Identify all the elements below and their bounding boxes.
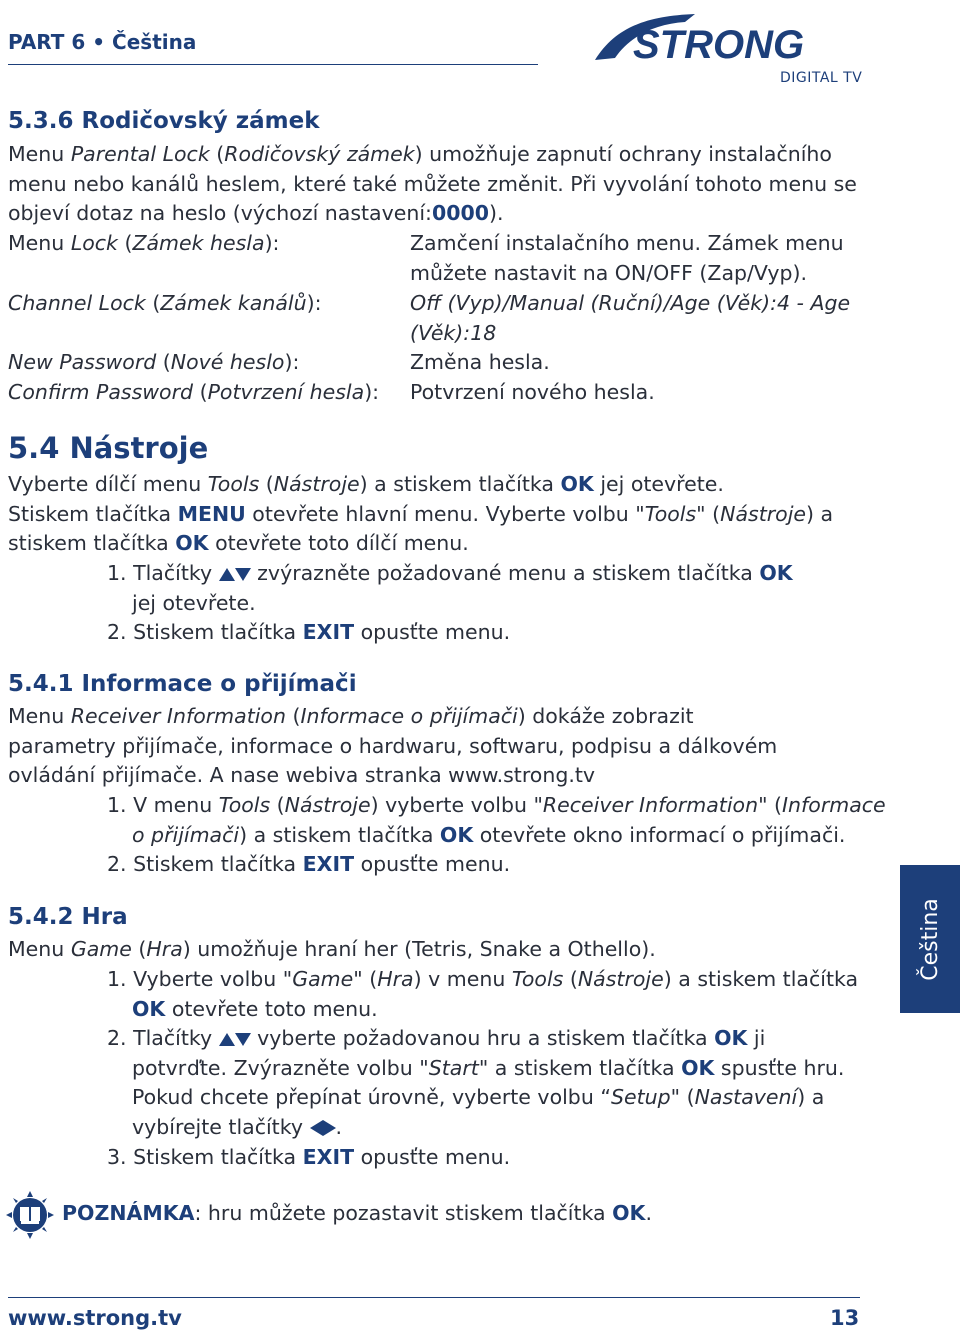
language-label: Čeština <box>112 30 197 54</box>
s541-steps: 1. V menu Tools (Nástroje) vyberte volbu "Receiver Information" (Informace o přijímači) a stiskem tlačítka OK otevřete okno informací o přijímači. 2. Stiskem tlačítka EXIT opusťte menu. <box>107 793 886 877</box>
arrow-down-icon <box>235 1033 251 1046</box>
part-label: PART 6 <box>8 30 86 54</box>
new-password-label: New Password (Nové heslo): <box>8 350 300 374</box>
s542-intro: Menu Game (Hra) umožňuje hraní her (Tetris, Snake a Othello). <box>8 937 656 961</box>
new-password-desc: Změna hesla. <box>410 350 550 374</box>
footer-divider <box>8 1297 860 1298</box>
arrow-left-icon <box>310 1120 323 1136</box>
section-title-541: 5.4.1 Informace o přijímači <box>8 671 357 697</box>
note-book-icon <box>5 1190 55 1240</box>
channel-lock-label: Channel Lock (Zámek kanálů): <box>8 291 322 315</box>
logo-text: STRONG <box>633 23 805 67</box>
section-title-536: 5.3.6 Rodičovský zámek <box>8 108 320 134</box>
s54-step1: 1. Tlačítky zvýrazněte požadované menu a stiskem tlačítka OK jej otevřete. 2. Stiskem tlačítka EXIT opusťte menu. <box>107 561 793 645</box>
side-tab-label: Čeština <box>917 897 943 981</box>
page-number: 13 <box>830 1306 860 1330</box>
arrow-down-icon <box>235 568 251 581</box>
note-text: POZNÁMKA: hru můžete pozastavit stiskem tlačítka OK. <box>62 1201 652 1225</box>
section-title-542: 5.4.2 Hra <box>8 904 128 930</box>
s542-steps: 1. Vyberte volbu "Game" (Hra) v menu Tools (Nástroje) a stiskem tlačítka OK otevřete toto menu. 2. Tlačítky vyberte požadovanou hru a stiskem tlačítka OK ji potvrďte. Zvýrazněte volbu "Start" a stiskem tlačítka OK spusťte hru. Pokud chcete přepínat úrovně, vyberte volbu “Setup" (Nastavení) a vybírejte tlačítky . 3. Stiskem tlačítka EXIT opusťte menu. <box>107 967 859 1169</box>
channel-lock-desc: Off (Vyp)/Manual (Ruční)/Age (Věk):4 - Age (Věk):18 <box>410 291 851 345</box>
menu-lock-label: Menu Lock (Zámek hesla): <box>8 231 280 255</box>
page-header-part <box>8 30 196 54</box>
arrow-up-icon <box>219 568 235 581</box>
s54-body: Vyberte dílčí menu Tools (Nástroje) a stiskem tlačítka OK jej otevřete. Stiskem tlačítka MENU otevřete hlavní menu. Vyberte volbu "Tools" (Nástroje) a stiskem tlačítka OK otevřete toto dílčí menu. <box>8 472 834 556</box>
s536-intro: Menu Parental Lock (Rodičovský zámek) umožňuje zapnutí ochrany instalačního menu nebo kanálů heslem, které také můžete změnit. Při vyvolání tohoto menu se objeví dotaz na heslo (výchozí nastavení:0000). <box>8 142 857 226</box>
bullet-separator: • <box>92 30 113 54</box>
footer-url[interactable]: www.strong.tv <box>8 1306 182 1330</box>
confirm-password-desc: Potvrzení nového hesla. <box>410 380 655 404</box>
confirm-password-label: Confirm Password (Potvrzení hesla): <box>8 380 380 404</box>
section-title-54: 5.4 Nástroje <box>8 431 209 465</box>
s541-body: Menu Receiver Information (Informace o přijímači) dokáže zobrazit parametry přijímače, informace o hardwaru, softwaru, podpisu a dálkovém ovládání přijímače. A nase webiva stranka www.strong.tv <box>8 704 778 788</box>
arrow-up-icon <box>219 1033 235 1046</box>
header-divider <box>8 64 538 65</box>
logo-subtitle: DIGITAL TV <box>780 70 863 86</box>
menu-lock-desc: Zamčení instalačního menu. Zámek menu můžete nastavit na ON/OFF (Zap/Vyp). <box>410 231 844 285</box>
arrow-right-icon <box>323 1120 336 1136</box>
strong-logo <box>585 8 865 68</box>
